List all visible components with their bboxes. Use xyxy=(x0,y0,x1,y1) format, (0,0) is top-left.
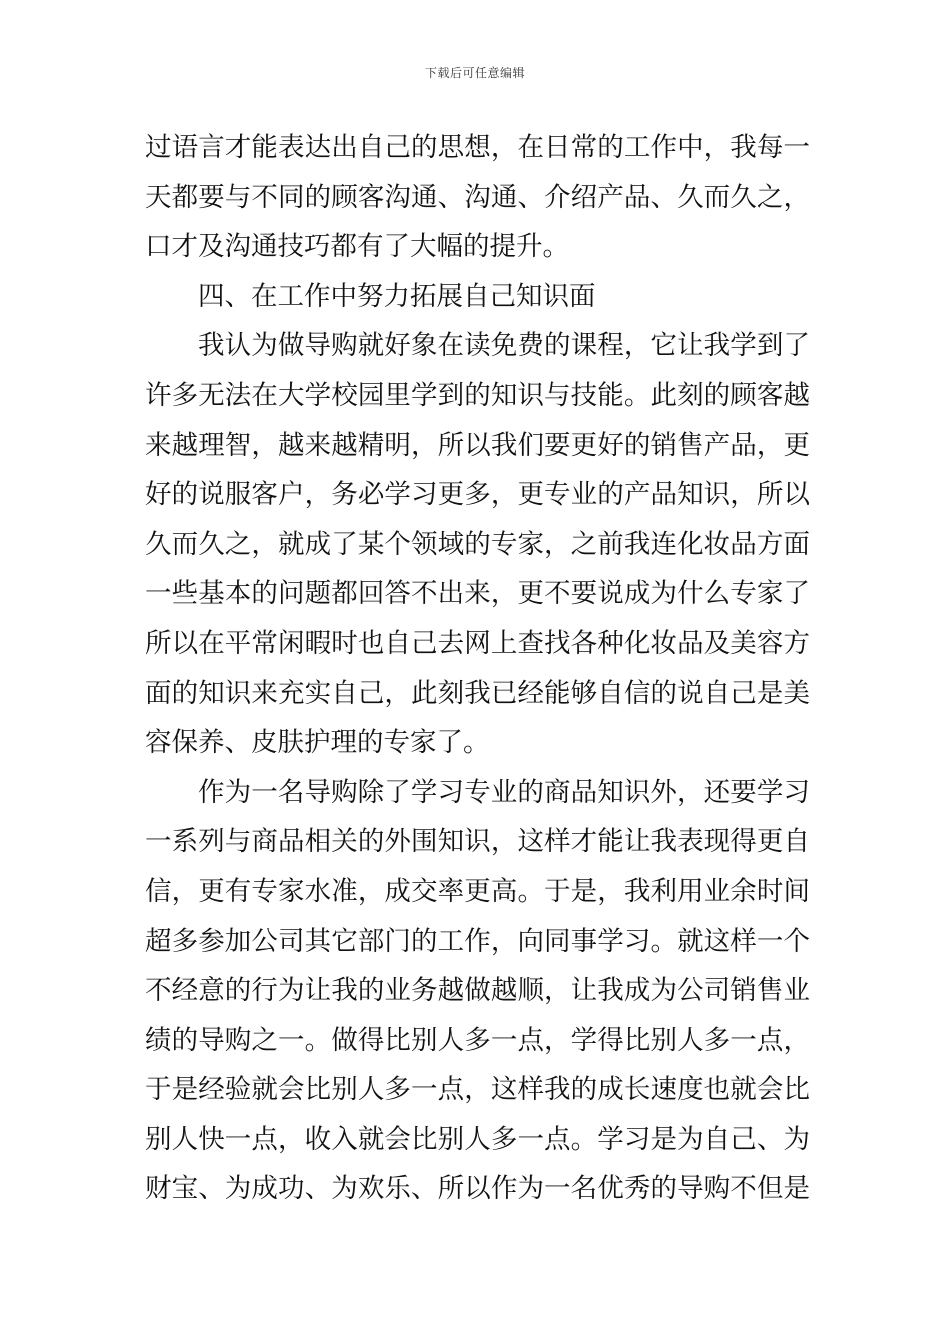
text-line: 许多无法在大学校园里学到的知识与技能。此刻的顾客越 xyxy=(145,379,810,411)
text-line: 我认为做导购就好象在读免费的课程，它让我学到了 xyxy=(198,330,810,362)
text-line: 超多参加公司其它部门的工作，向同事学习。就这样一个 xyxy=(145,925,810,957)
text-line: 面的知识来充实自己，此刻我已经能够自信的说自己是美 xyxy=(145,677,810,709)
text-line: 财宝、为成功、为欢乐、所以作为一名优秀的导购不但是 xyxy=(145,1173,810,1205)
text-line: 天都要与不同的顾客沟通、沟通、介绍产品、久而久之， xyxy=(145,181,810,213)
text-line: 来越理智，越来越精明，所以我们要更好的销售产品，更 xyxy=(145,429,810,461)
text-line: 口才及沟通技巧都有了大幅的提升。 xyxy=(145,231,569,263)
text-line: 好的说服客户，务必学习更多，更专业的产品知识，所以 xyxy=(145,479,810,511)
text-line: 作为一名导购除了学习专业的商品知识外，还要学习 xyxy=(198,776,810,808)
text-line: 绩的导购之一。做得比别人多一点，学得比别人多一点， xyxy=(145,1024,810,1056)
text-line: 不经意的行为让我的业务越做越顺，让我成为公司销售业 xyxy=(145,975,810,1007)
text-line: 别人快一点，收入就会比别人多一点。学习是为自己、为 xyxy=(145,1123,810,1155)
body-text xyxy=(145,123,810,1214)
page-header: 下载后可任意编辑 xyxy=(424,66,525,80)
text-line: 久而久之，就成了某个领域的专家，之前我连化妆品方面 xyxy=(145,528,810,560)
section-heading: 四、在工作中努力拓展自己知识面 xyxy=(198,280,596,312)
text-line: 于是经验就会比别人多一点，这样我的成长速度也就会比 xyxy=(145,1074,810,1106)
text-line: 信，更有专家水准，成交率更高。于是，我利用业余时间 xyxy=(145,875,810,907)
text-line: 所以在平常闲暇时也自己去网上查找各种化妆品及美容方 xyxy=(145,627,810,659)
text-line: 容保养、皮肤护理的专家了。 xyxy=(145,727,490,759)
text-line: 过语言才能表达出自己的思想，在日常的工作中，我每一 xyxy=(145,132,810,163)
text-line: 一些基本的问题都回答不出来，更不要说成为什么专家了 xyxy=(145,578,810,610)
text-line: 一系列与商品相关的外围知识，这样才能让我表现得更自 xyxy=(145,826,810,858)
